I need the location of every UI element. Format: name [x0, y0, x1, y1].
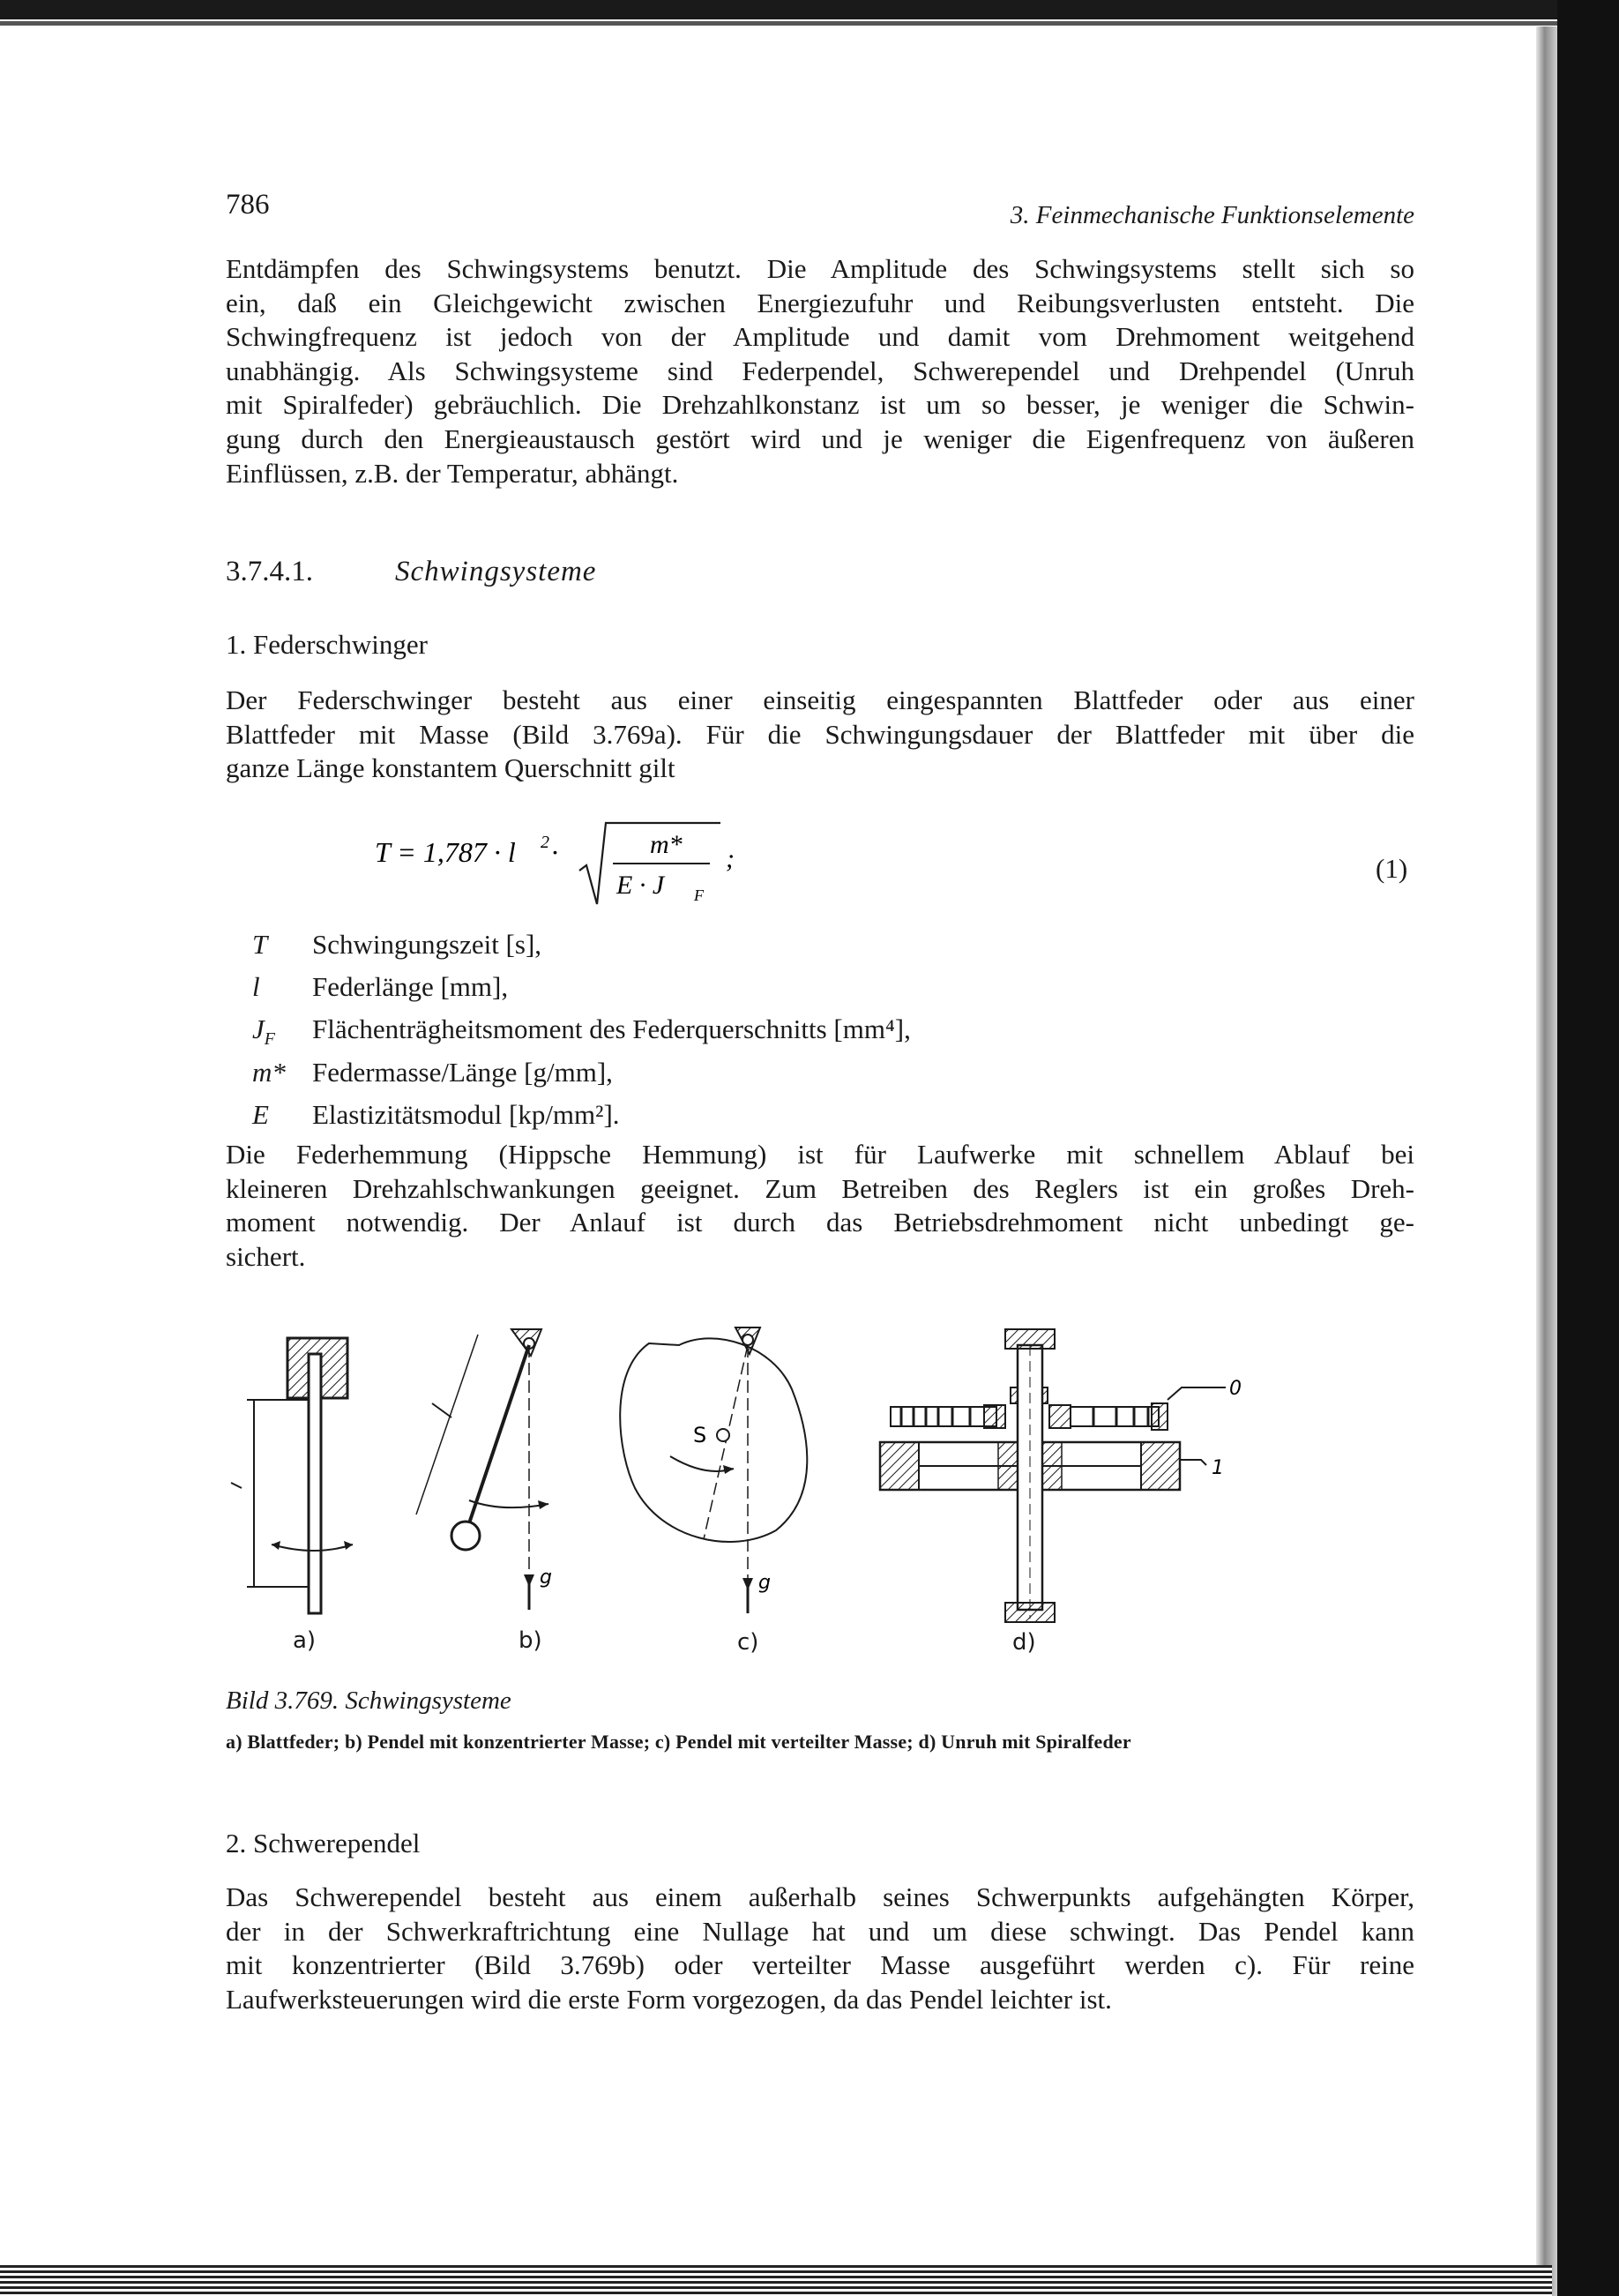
hub-left: [998, 1442, 1018, 1490]
pivot-point: [742, 1335, 753, 1345]
rim-section-right: [1141, 1442, 1180, 1490]
legend-text: Flächenträgheitsmoment des Federquerschnitts [mm⁴],: [312, 1013, 911, 1044]
text-line: moment notwendig. Der Anlauf ist durch das Betriebsdrehmoment nicht unbedingt ge-: [226, 1207, 1414, 1238]
legend-row: [252, 928, 911, 970]
formula-svg: [375, 816, 798, 913]
diagram-b-pendulum: [416, 1329, 552, 1610]
arrow-head: [524, 1574, 534, 1587]
center-of-gravity-label: S: [693, 1423, 707, 1447]
formula-1: [375, 816, 798, 920]
text-line: unabhängig. Als Schwingsysteme sind Federpendel, Schwerependel und Drehpendel (Unruh: [226, 355, 1414, 386]
top-bearing: [1005, 1329, 1055, 1349]
swing-arc: [469, 1500, 548, 1507]
figure-caption-text: a) Blattfeder; b) Pendel mit konzentrierter Masse; c) Pendel mit verteilter Masse; d) Unruh mit Spiralfeder: [226, 1731, 1131, 1753]
hairspring-right: [1071, 1407, 1159, 1426]
figure-label-b: b): [519, 1627, 542, 1654]
scan-top-edge-shadow: [0, 21, 1619, 26]
formula-lhs: T = 1,787 · l: [375, 836, 516, 868]
legend-row: [252, 970, 911, 1013]
hairspring-left: [891, 1407, 996, 1426]
pendulum-rod: [469, 1345, 529, 1523]
legend-symbol: T: [252, 929, 268, 960]
arrow-head: [742, 1578, 753, 1590]
text-line: der in der Schwerkraftrichtung eine Nullage hat und um diese schwingt. Das Pendel kann: [226, 1915, 1414, 1947]
text-line: Einflüssen, z.B. der Temperatur, abhängt.: [226, 457, 679, 489]
text-line: ein, daß ein Gleichgewicht zwischen Energiezufuhr und Reibungsverlusten entsteht. Die: [226, 287, 1414, 318]
formula-semicolon: ;: [726, 844, 735, 873]
page-number: 786: [226, 189, 270, 221]
symbol-legend: [252, 928, 911, 1141]
arrow-head: [344, 1541, 353, 1550]
text-line: kleineren Drehzahlschwankungen geeignet. Zum Betreiben des Reglers ist ein großes Dreh-: [226, 1172, 1414, 1204]
length-mark: [432, 1403, 451, 1417]
running-head: 3. Feinmechanische Funktionselemente: [1010, 201, 1414, 229]
figure-label-d: d): [1012, 1629, 1036, 1656]
legend-text: Elastizitätsmodul [kp/mm²].: [312, 1099, 620, 1131]
hub-right: [1042, 1442, 1062, 1490]
text-line: Entdämpfen des Schwingsystems benutzt. Die Amplitude des Schwingsystems stellt sich so: [226, 253, 1414, 284]
scan-binding-shadow: [1536, 26, 1557, 2296]
scan-right-edge: [1557, 0, 1619, 2296]
length-dimension: [416, 1335, 478, 1514]
federschwinger-paragraph: [226, 684, 1414, 786]
schwerependel-paragraph: [226, 1881, 1414, 2016]
arrow-head: [723, 1465, 734, 1474]
subsection-2-title: 2. Schwerependel: [226, 1828, 421, 1858]
text-line: Das Schwerependel besteht aus einem außerhalb seines Schwerpunkts aufgehängten Körper,: [226, 1881, 1414, 1912]
subsection-1-title: 1. Federschwinger: [226, 629, 428, 660]
gravity-label: g: [540, 1567, 552, 1589]
text-line: ganze Länge konstantem Querschnitt gilt: [226, 752, 675, 784]
center-of-gravity: [717, 1429, 729, 1441]
bottom-bearing: [1005, 1603, 1055, 1622]
gravity-label: g: [758, 1572, 771, 1594]
text-line: sichert.: [226, 1240, 306, 1272]
figure-label-c: c): [737, 1629, 759, 1656]
text-line: Laufwerksteuerungen wird die erste Form vorgezogen, da das Pendel leichter ist.: [226, 1983, 1112, 2015]
legend-symbol: m*: [252, 1057, 286, 1088]
leaf-spring: [309, 1354, 321, 1613]
legend-symbol: l: [252, 970, 260, 1002]
pendulum-mass: [451, 1522, 480, 1550]
arrow-head: [272, 1541, 280, 1550]
scan-top-edge: [0, 0, 1619, 19]
text-line: mit konzentrierter (Bild 3.769b) oder verteilter Masse ausgeführt werden c). Für reine: [226, 1949, 1414, 1981]
deflected-axis: [704, 1345, 748, 1539]
figure-3-769: [220, 1319, 1279, 1676]
legend-row: [252, 1098, 911, 1141]
figure-caption-title: Bild 3.769. Schwingsysteme: [226, 1686, 511, 1715]
figure-label-a: a): [293, 1627, 317, 1654]
intro-paragraph: [226, 252, 1414, 490]
formula-dot: ·: [551, 836, 558, 868]
label-1: 1: [1212, 1457, 1224, 1479]
text-line: Schwingfrequenz ist jedoch von der Amplitude und damit vom Drehmoment weitgehend: [226, 321, 1414, 353]
federhemmung-paragraph: [226, 1138, 1414, 1274]
formula-exponent: 2: [541, 833, 549, 852]
scan-bottom-edge: [0, 2265, 1552, 2296]
arrow-head: [538, 1500, 548, 1509]
legend-row: [252, 1056, 911, 1098]
diagram-d-balance-wheel: [880, 1329, 1242, 1622]
section-title: Schwingsysteme: [395, 556, 597, 587]
stud: [1152, 1403, 1168, 1430]
legend-symbol: E: [252, 1099, 269, 1131]
formula-numerator: m*: [650, 830, 683, 859]
text-line: mit Spiralfeder) gebräuchlich. Die Drehzahlkonstanz ist um so besser, je weniger die Schwin-: [226, 389, 1414, 421]
figure-drawing: [220, 1319, 1279, 1672]
legend-text: Federmasse/Länge [g/mm],: [312, 1057, 613, 1088]
leader-line-1: [1180, 1460, 1206, 1465]
label-0: 0: [1229, 1378, 1242, 1400]
legend-row: [252, 1013, 911, 1057]
text-line: Der Federschwinger besteht aus einer einseitig eingespannten Blattfeder oder aus einer: [226, 684, 1414, 715]
rim-section-left: [880, 1442, 919, 1490]
section-heading: [226, 556, 596, 588]
diagram-c-physical-pendulum: [620, 1327, 807, 1613]
equation-number: (1): [1376, 853, 1408, 884]
formula-denominator: E · J: [616, 871, 665, 900]
legend-symbol: $J_F$: [252, 1013, 275, 1049]
text-line: Blattfeder mit Masse (Bild 3.769a). Für die Schwingungsdauer der Blattfeder mit über die: [226, 718, 1414, 750]
length-mark: [231, 1483, 242, 1488]
formula-denominator-sub: F: [694, 886, 704, 904]
section-number: 3.7.4.1.: [226, 556, 313, 587]
legend-text: Federlänge [mm],: [312, 970, 509, 1002]
text-line: Die Federhemmung (Hippsche Hemmung) ist für Laufwerke mit schnellem Ablauf bei: [226, 1139, 1414, 1170]
distributed-mass-body: [620, 1338, 807, 1542]
text-line: gung durch den Energieaustausch gestört wird und je weniger die Eigenfrequenz von äußeren: [226, 423, 1414, 454]
leader-line-0: [1168, 1387, 1226, 1400]
diagram-a-leaf-spring: [231, 1338, 353, 1613]
legend-text: Schwingungszeit [s],: [312, 929, 542, 960]
